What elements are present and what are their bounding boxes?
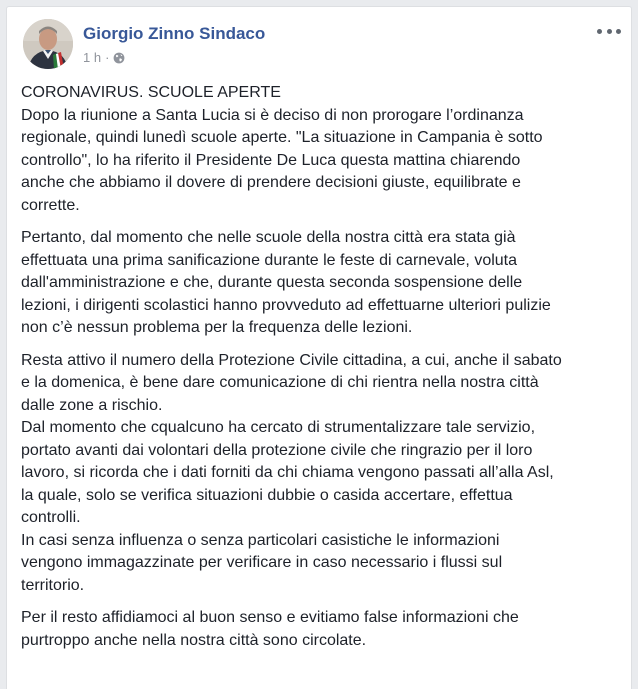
text-line: non c’è nessun problema per la frequenza delle lezioni.	[21, 319, 413, 336]
text-line: Resta attivo il numero della Protezione Civile cittadina, a cui, anche il sabato	[21, 351, 562, 369]
post-paragraph	[21, 607, 621, 652]
text-line: effettuata una prima sanificazione durante le feste di carnevale, voluta	[21, 251, 518, 269]
post-meta	[83, 50, 125, 65]
post-paragraph	[21, 82, 621, 217]
globe-icon[interactable]	[113, 52, 125, 64]
post-timestamp[interactable]: 1 h	[83, 50, 102, 65]
text-line: corrette.	[21, 196, 80, 214]
text-line: dall'amministrazione e che, durante questa seconda sospensione delle	[21, 274, 523, 291]
text-line: lavoro, si ricorda che i dati forniti da chi chiama vengono passati all’alla Asl,	[21, 464, 554, 481]
more-dot	[607, 29, 612, 34]
avatar-photo	[23, 19, 73, 69]
more-dot	[597, 29, 602, 34]
text-line: regionale, quindi lunedì scuole aperte. "La situazione in Campania è sotto	[21, 129, 543, 146]
post-paragraph	[21, 350, 621, 598]
text-line: purtroppo anche nella nostra città sono circolate.	[21, 631, 367, 649]
text-line: CORONAVIRUS. SCUOLE APERTE	[21, 84, 281, 101]
text-line: portato avanti dai volontari della protezione civile che ringrazio per il loro	[21, 441, 533, 459]
more-options-icon[interactable]	[597, 23, 621, 39]
text-line: controllo", lo ha riferito il Presidente De Luca questa mattina chiarendo	[21, 151, 521, 169]
text-line: In casi senza influenza o senza particolari casistiche le informazioni	[21, 531, 500, 549]
text-line: Dal momento che cqualcuno ha cercato di strumentalizzare tale servizio,	[21, 419, 536, 436]
text-line: dalle zone a rischio.	[21, 396, 163, 414]
post-paragraph	[21, 227, 621, 340]
text-line: Pertanto, dal momento che nelle scuole della nostra città era stata già	[21, 229, 516, 246]
meta-separator: ·	[105, 50, 110, 65]
text-line: anche che abbiamo il dovere di prendere decisioni giuste, equilibrate e	[21, 174, 521, 191]
post-text	[21, 82, 621, 662]
text-line: Per il resto affidiamoci al buon senso e evitiamo false informazioni che	[21, 609, 519, 626]
author-name[interactable]: Giorgio Zinno Sindaco	[83, 24, 266, 43]
text-line: e la domenica, è bene dare comunicazione di chi rientra nella nostra città	[21, 374, 539, 391]
more-dot	[616, 29, 621, 34]
text-line: controlli.	[21, 509, 81, 526]
avatar[interactable]	[23, 19, 73, 69]
text-line: Dopo la riunione a Santa Lucia si è deciso di non prorogare l’ordinanza	[21, 106, 524, 124]
post-card	[6, 6, 632, 689]
text-line: lezioni, i dirigenti scolastici hanno provveduto ad effettuarne ulteriori pulizie	[21, 296, 551, 314]
text-line: territorio.	[21, 576, 85, 594]
text-line: vengono immagazzinate per verificare in caso necessario i flussi sul	[21, 554, 503, 571]
text-line: la quale, solo se verifica situazioni dubbie o casida accertare, effettua	[21, 486, 513, 504]
